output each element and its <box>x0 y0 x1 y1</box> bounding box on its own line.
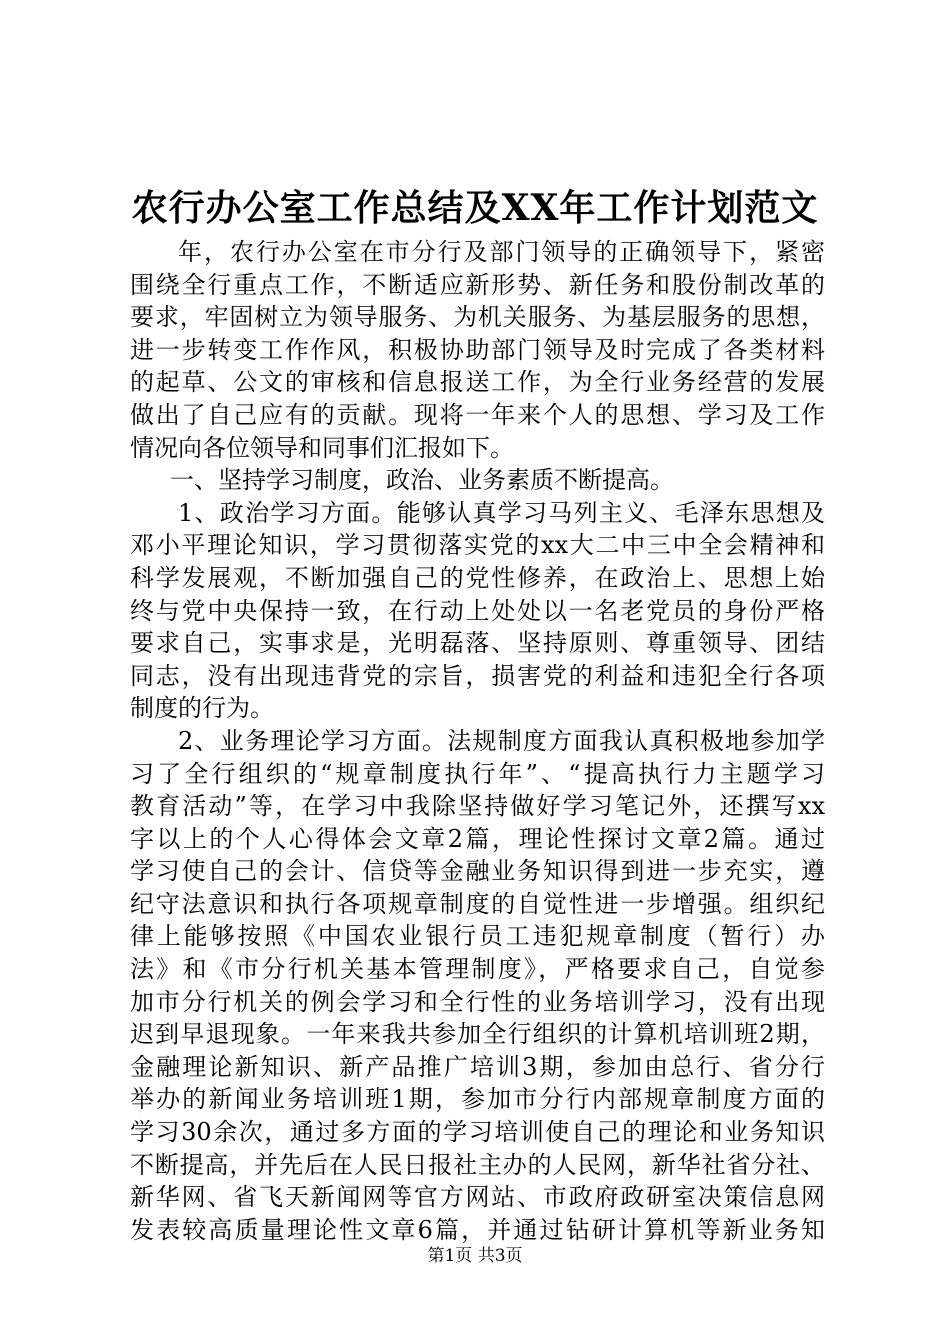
body-line: 1、政治学习方面。能够认真学习马列主义、毛泽东思想及 <box>178 498 825 527</box>
body-line: 学习30余次，通过多方面的学习培训使自己的理论和业务知识 <box>130 1118 825 1147</box>
body-line: 做出了自己应有的贡献。现将一年来个人的思想、学习及工作 <box>130 400 825 429</box>
body-line: 制度的行为。 <box>130 694 274 723</box>
document-body <box>130 236 825 1246</box>
body-line: 进一步转变工作作风，积极协助部门领导及时完成了各类材料 <box>130 335 825 364</box>
body-line: 加市分行机关的例会学习和全行性的业务培训学习，没有出现 <box>130 987 825 1016</box>
body-line: 金融理论新知识、新产品推广培训3期，参加由总行、省分行 <box>130 1052 825 1081</box>
body-line: 律上能够按照《中国农业银行员工违犯规章制度（暂行）办 <box>130 922 825 951</box>
body-line: 情况向各位领导和同事们汇报如下。 <box>130 433 514 462</box>
body-line: 年，农行办公室在市分行及部门领导的正确领导下，紧密 <box>178 238 825 266</box>
body-line: 纪守法意识和执行各项规章制度的自觉性进一步增强。组织纪 <box>130 889 825 918</box>
body-line: 邓小平理论知识，学习贯彻落实党的xx大二中三中全会精神和 <box>130 531 825 560</box>
body-line: 要求自己，实事求是，光明磊落、坚持原则、尊重领导、团结 <box>130 629 825 658</box>
body-line: 字以上的个人心得体会文章2篇，理论性探讨文章2篇。通过 <box>130 824 825 853</box>
document-title: 农行办公室工作总结及XX年工作计划范文 <box>131 187 819 229</box>
body-line: 围绕全行重点工作，不断适应新形势、新任务和股份制改革的 <box>130 270 825 299</box>
body-line: 发表较高质量理论性文章6篇，并通过钻研计算机等新业务知 <box>130 1215 825 1244</box>
body-line: 终与党中央保持一致，在行动上处处以一名老党员的身份严格 <box>130 596 825 625</box>
body-line: 2、业务理论学习方面。法规制度方面我认真积极地参加学 <box>178 726 825 755</box>
page-footer: 第1页 共3页 <box>427 1246 523 1266</box>
body-line: 教育活动”等，在学习中我除坚持做好学习笔记外，还撰写xx <box>130 792 825 821</box>
body-line: 法》和《市分行机关基本管理制度》，严格要求自己，自觉参 <box>130 955 825 984</box>
body-line: 科学发展观，不断加强自己的党性修养，在政治上、思想上始 <box>130 563 825 592</box>
body-line: 要求，牢固树立为领导服务、为机关服务、为基层服务的思想， <box>130 303 825 332</box>
body-line: 学习使自己的会计、信贷等金融业务知识得到进一步充实，遵 <box>130 857 825 886</box>
section-heading: 一、坚持学习制度，政治、业务素质不断提高。 <box>170 466 674 495</box>
body-line: 新华网、省飞天新闻网等官方网站、市政府政研室决策信息网 <box>130 1183 825 1212</box>
body-line: 习了全行组织的“规章制度执行年”、“提高执行力主题学习 <box>130 759 825 788</box>
body-line: 的起草、公文的审核和信息报送工作，为全行业务经营的发展 <box>130 368 825 397</box>
body-line: 不断提高，并先后在人民日报社主办的人民网，新华社省分社、 <box>130 1150 825 1179</box>
body-line: 举办的新闻业务培训班1期，参加市分行内部规章制度方面的 <box>130 1085 825 1114</box>
body-line: 迟到早退现象。一年来我共参加全行组织的计算机培训班2期， <box>130 1020 825 1049</box>
body-line: 同志，没有出现违背党的宗旨，损害党的利益和违犯全行各项 <box>130 661 825 690</box>
